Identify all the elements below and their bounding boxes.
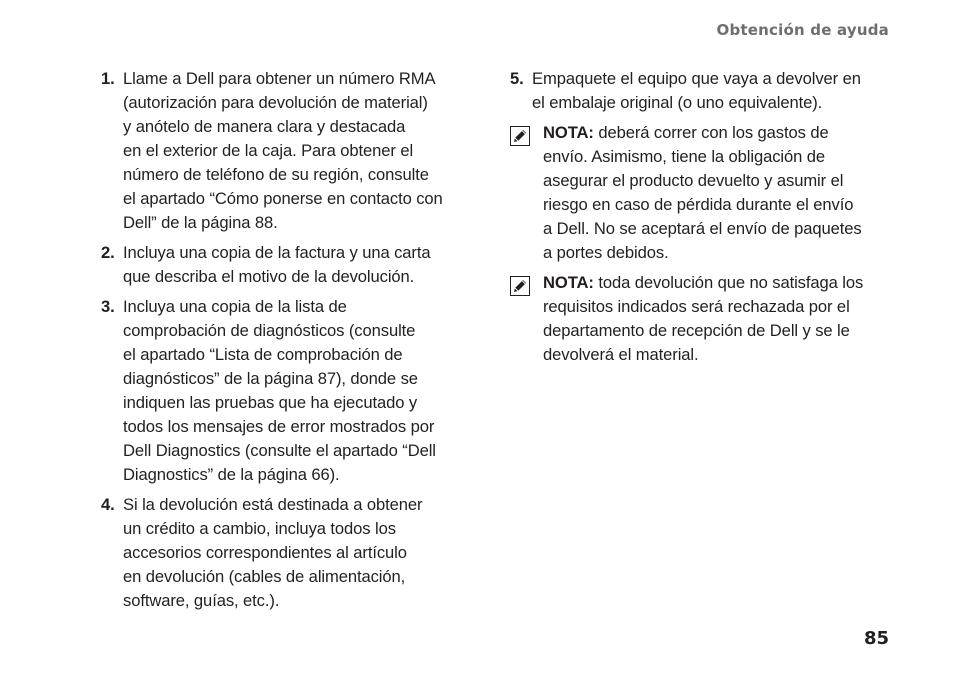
list-item-1 <box>101 67 481 235</box>
list-text <box>123 67 481 235</box>
text-line: a Dell. No se aceptará el envío de paquetes <box>543 219 862 238</box>
page-number: 85 <box>863 628 889 649</box>
text-line: requisitos indicados será rechazada por el <box>543 297 850 316</box>
text-line: envío. Asimismo, tiene la obligación de <box>543 147 826 166</box>
left-column <box>101 67 481 619</box>
text-line: el apartado “Lista de comprobación de <box>123 345 403 364</box>
list-number: 5. <box>510 69 524 88</box>
list-item-2 <box>101 241 481 289</box>
text-line: y anótelo de manera clara y destacada <box>123 117 406 136</box>
list-item-3 <box>101 295 481 487</box>
text-line: todos los mensajes de error mostrados por <box>123 417 435 436</box>
list-text <box>532 67 895 115</box>
text-line: un crédito a cambio, incluya todos los <box>123 519 396 538</box>
note-rejection <box>510 271 895 367</box>
list-number: 1. <box>101 69 115 88</box>
list-number: 3. <box>101 297 115 316</box>
text-line: accesorios correspondientes al artículo <box>123 543 407 562</box>
text-line: Diagnostics” de la página 66). <box>123 465 340 484</box>
text-line: riesgo en caso de pérdida durante el envío <box>543 195 854 214</box>
text-line: asegurar el producto devuelto y asumir el <box>543 171 844 190</box>
text-line: comprobación de diagnósticos (consulte <box>123 321 416 340</box>
text-line: Dell Diagnostics (consulte el apartado “Dell <box>123 441 436 460</box>
text-line: indiquen las pruebas que ha ejecutado y <box>123 393 418 412</box>
right-column <box>510 67 895 373</box>
text-line: Incluya una copia de la factura y una carta <box>123 243 431 262</box>
text-line: software, guías, etc.). <box>123 591 280 610</box>
text-line: a portes debidos. <box>543 243 669 262</box>
text-line: el apartado “Cómo ponerse en contacto con <box>123 189 443 208</box>
text-line: número de teléfono de su región, consulte <box>123 165 429 184</box>
text-line: toda devolución que no satisfaga los <box>593 273 864 292</box>
text-line: diagnósticos” de la página 87), donde se <box>123 369 418 388</box>
text-line: deberá correr con los gastos de <box>593 123 829 142</box>
list-item-4 <box>101 493 481 613</box>
text-line: Dell” de la página 88. <box>123 213 278 232</box>
text-line: Incluya una copia de la lista de <box>123 297 347 316</box>
list-text <box>123 295 481 487</box>
text-line: el embalaje original (o uno equivalente). <box>532 93 823 112</box>
note-shipping <box>510 121 895 265</box>
text-line: en el exterior de la caja. Para obtener el <box>123 141 414 160</box>
text-line: devolverá el material. <box>543 345 699 364</box>
text-line: departamento de recepción de Dell y se le <box>543 321 850 340</box>
note-pencil-icon <box>510 276 530 296</box>
note-label: NOTA: <box>543 273 594 292</box>
text-line: (autorización para devolución de material) <box>123 93 428 112</box>
note-pencil-icon <box>510 126 530 146</box>
text-line: Si la devolución está destinada a obtener <box>123 495 423 514</box>
list-number: 2. <box>101 243 115 262</box>
text-line: que describa el motivo de la devolución. <box>123 267 415 286</box>
list-item-5 <box>510 67 895 115</box>
list-text <box>123 493 481 613</box>
text-line: Llame a Dell para obtener un número RMA <box>123 69 436 88</box>
list-text <box>123 241 481 289</box>
list-number: 4. <box>101 495 115 514</box>
note-label: NOTA: <box>543 123 594 142</box>
section-header: Obtención de ayuda <box>716 21 889 39</box>
text-line: en devolución (cables de alimentación, <box>123 567 406 586</box>
text-line: Empaquete el equipo que vaya a devolver en <box>532 69 861 88</box>
